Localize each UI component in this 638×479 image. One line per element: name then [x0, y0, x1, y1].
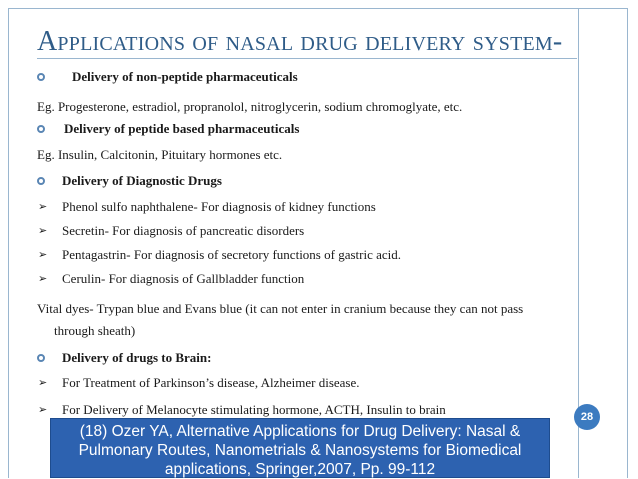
- list-item: Secretin- For diagnosis of pancreatic disorders: [62, 223, 305, 238]
- arrow-bullet-icon: ➢: [38, 249, 48, 261]
- vital-dyes-line: Vital dyes- Trypan blue and Evans blue (it can not enter in cranium because they can not pass: [37, 301, 524, 316]
- list-item: Cerulin- For diagnosis of Gallbladder function: [62, 271, 305, 286]
- slide-title: Applications of nasal drug delivery system-: [37, 26, 563, 57]
- ring-bullet-icon: [37, 73, 45, 81]
- arrow-bullet-icon: ➢: [38, 404, 48, 416]
- reference-box: [50, 418, 550, 478]
- arrow-bullet-icon: ➢: [38, 225, 48, 237]
- arrow-bullet-icon: ➢: [38, 377, 48, 389]
- example-peptide: Eg. Insulin, Calcitonin, Pituitary hormones etc.: [37, 147, 283, 162]
- example-non-peptide: Eg. Progesterone, estradiol, propranolol, nitroglycerin, sodium chromoglyate, etc.: [37, 99, 463, 114]
- section-heading-brain: Delivery of drugs to Brain:: [62, 350, 212, 365]
- title-divider: [37, 58, 577, 59]
- section-heading-diagnostic: Delivery of Diagnostic Drugs: [62, 173, 222, 188]
- list-item: Pentagastrin- For diagnosis of secretory functions of gastric acid.: [62, 247, 401, 262]
- list-item: Phenol sulfo naphthalene- For diagnosis of kidney functions: [62, 199, 376, 214]
- reference-line: (18) Ozer YA, Alternative Applications for Drug Delivery: Nasal &: [79, 423, 521, 440]
- arrow-bullet-icon: ➢: [38, 201, 48, 213]
- ring-bullet-icon: [37, 354, 45, 362]
- section-heading-peptide: Delivery of peptide based pharmaceuticals: [64, 121, 300, 136]
- ring-bullet-icon: [37, 125, 45, 133]
- reference-line: Pulmonary Routes, Nanometrials & Nanosystems for Biomedical: [78, 442, 522, 459]
- section-heading-non-peptide: Delivery of non-peptide pharmaceuticals: [72, 69, 298, 84]
- list-item: For Treatment of Parkinson’s disease, Alzheimer disease.: [62, 375, 360, 390]
- page-number-badge: 28: [574, 404, 600, 430]
- list-item: For Delivery of Melanocyte stimulating hormone, ACTH, Insulin to brain: [62, 402, 446, 417]
- reference-line: applications, Springer,2007, Pp. 99-112: [164, 461, 436, 478]
- arrow-bullet-icon: ➢: [38, 273, 48, 285]
- vital-dyes-continuation: through sheath): [54, 323, 136, 338]
- vital-dyes-note: [37, 298, 562, 342]
- ring-bullet-icon: [37, 177, 45, 185]
